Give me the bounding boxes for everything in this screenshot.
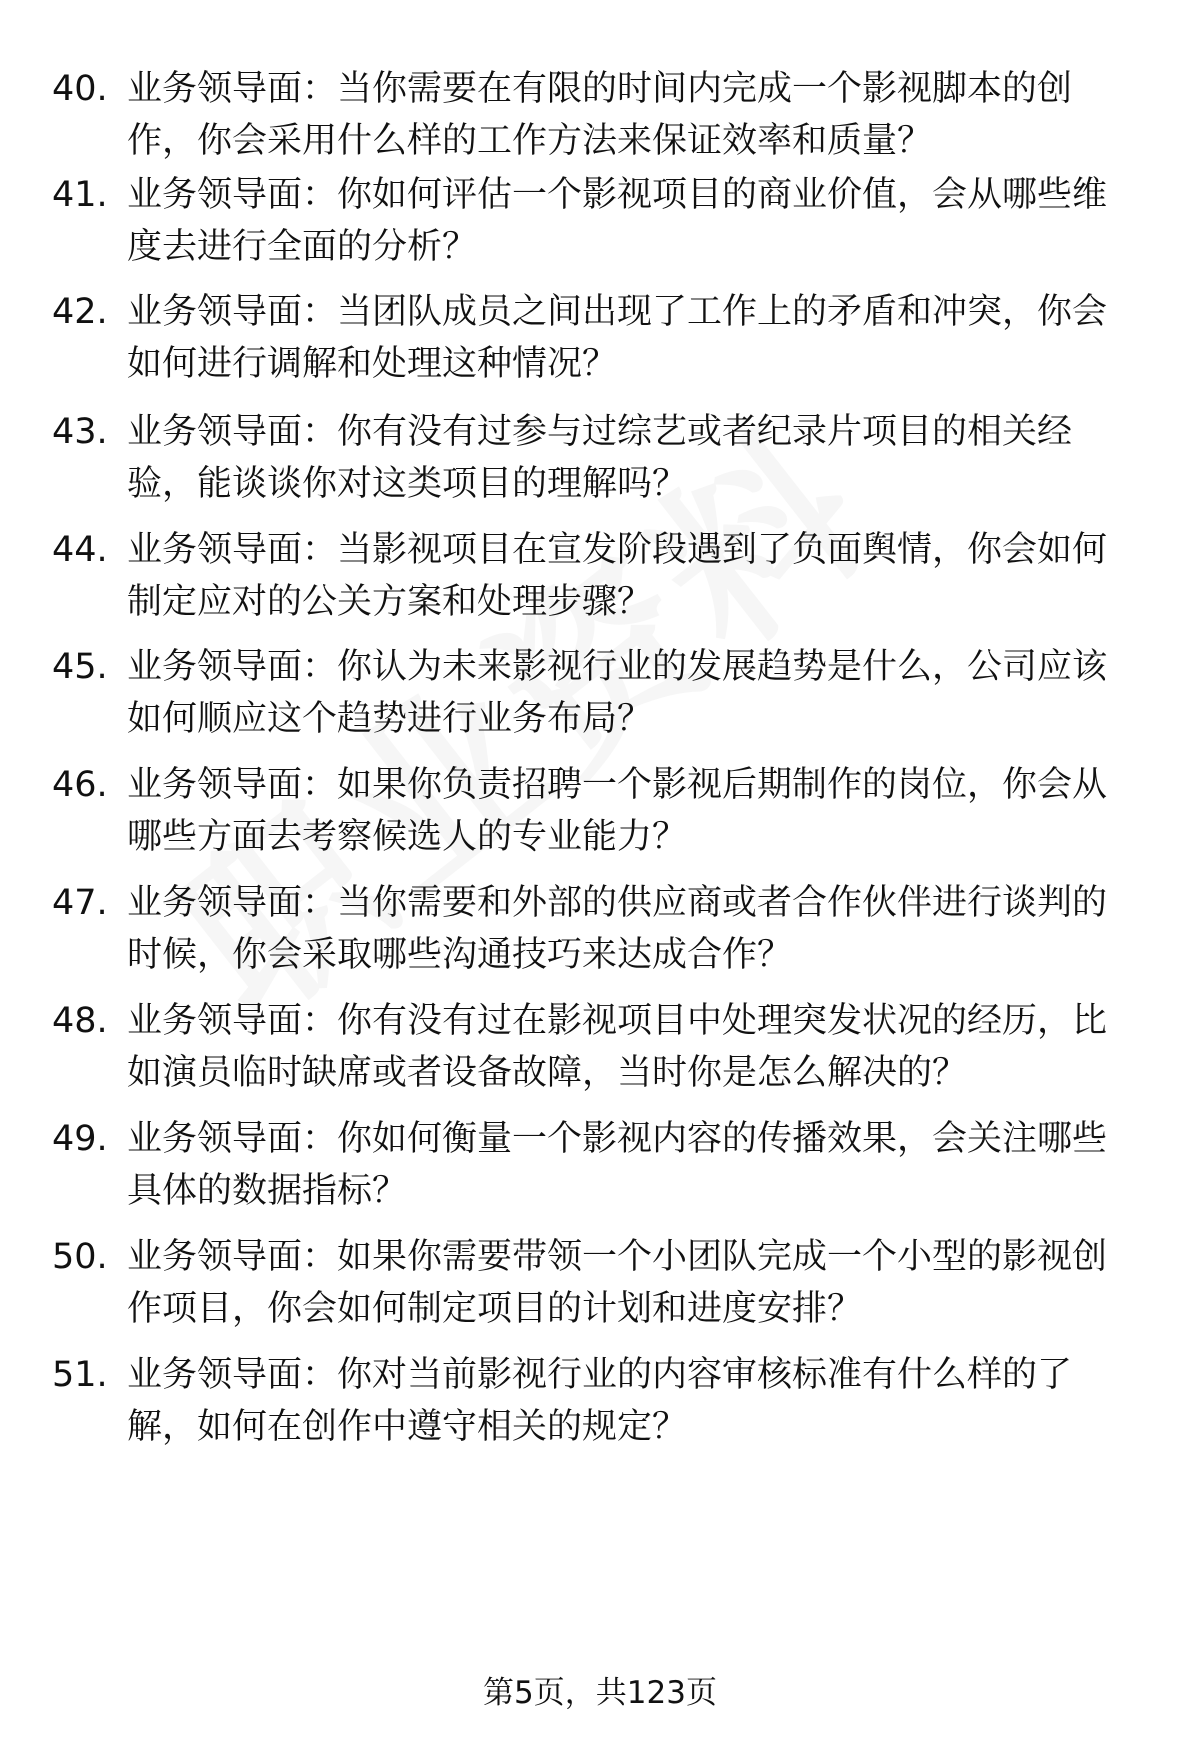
question-text-line-2: 作，你会采用什么样的工作方法来保证效率和质量？ bbox=[127, 121, 933, 161]
question-item-42 bbox=[0, 285, 1200, 405]
question-item-50 bbox=[0, 1230, 1200, 1350]
question-item-48 bbox=[0, 994, 1200, 1114]
question-text-line-2: 制定应对的公关方案和处理步骤？ bbox=[127, 582, 653, 622]
question-text-line-2: 哪些方面去考察候选人的专业能力？ bbox=[127, 817, 688, 857]
question-text-line-2: 解，如何在创作中遵守相关的规定？ bbox=[127, 1407, 688, 1447]
question-item-51 bbox=[0, 1348, 1200, 1468]
question-number: 47. bbox=[52, 883, 108, 923]
question-text-line-1: 业务领导面：你如何评估一个影视项目的商业价值，会从哪些维 bbox=[127, 175, 1108, 215]
question-number: 49. bbox=[52, 1119, 108, 1159]
question-text-line-1: 业务领导面：当影视项目在宣发阶段遇到了负面舆情，你会如何 bbox=[127, 530, 1108, 570]
question-text-line-1: 业务领导面：你有没有过在影视项目中处理突发状况的经历，比 bbox=[127, 1001, 1108, 1041]
question-number: 44. bbox=[52, 530, 108, 570]
question-item-43 bbox=[0, 405, 1200, 525]
question-text-line-2: 作项目，你会如何制定项目的计划和进度安排？ bbox=[127, 1289, 863, 1329]
question-number: 43. bbox=[52, 412, 108, 452]
question-number: 46. bbox=[52, 765, 108, 805]
question-text-line-2: 如何顺应这个趋势进行业务布局？ bbox=[127, 699, 653, 739]
question-number: 41. bbox=[52, 175, 108, 215]
question-text-line-1: 业务领导面：如果你负责招聘一个影视后期制作的岗位，你会从 bbox=[127, 765, 1108, 805]
question-text-line-2: 时候，你会采取哪些沟通技巧来达成合作？ bbox=[127, 935, 793, 975]
question-text-line-2: 验，能谈谈你对这类项目的理解吗？ bbox=[127, 464, 688, 504]
question-text-line-1: 业务领导面：你有没有过参与过综艺或者纪录片项目的相关经 bbox=[127, 412, 1073, 452]
question-text-line-2: 如何进行调解和处理这种情况？ bbox=[127, 344, 618, 384]
question-item-44 bbox=[0, 523, 1200, 643]
question-text-line-1: 业务领导面：当团队成员之间出现了工作上的矛盾和冲突，你会 bbox=[127, 292, 1108, 332]
question-number: 45. bbox=[52, 647, 108, 687]
question-text-line-1: 业务领导面：当你需要和外部的供应商或者合作伙伴进行谈判的 bbox=[127, 883, 1108, 923]
question-text-line-2: 度去进行全面的分析？ bbox=[127, 227, 478, 267]
page-number-footer: 第5页，共123页 bbox=[483, 1675, 717, 1711]
question-text-line-1: 业务领导面：你认为未来影视行业的发展趋势是什么，公司应该 bbox=[127, 647, 1108, 687]
question-number: 48. bbox=[52, 1001, 108, 1041]
question-text-line-1: 业务领导面：你对当前影视行业的内容审核标准有什么样的了 bbox=[127, 1355, 1073, 1395]
question-number: 40. bbox=[52, 69, 108, 109]
question-item-41 bbox=[0, 168, 1200, 288]
question-text-line-1: 业务领导面：你如何衡量一个影视内容的传播效果，会关注哪些 bbox=[127, 1119, 1108, 1159]
question-item-45 bbox=[0, 640, 1200, 760]
question-item-47 bbox=[0, 876, 1200, 996]
question-text-line-2: 如演员临时缺席或者设备故障，当时你是怎么解决的？ bbox=[127, 1053, 968, 1093]
question-text-line-1: 业务领导面：当你需要在有限的时间内完成一个影视脚本的创 bbox=[127, 69, 1073, 109]
question-item-49 bbox=[0, 1112, 1200, 1232]
question-text-line-2: 具体的数据指标？ bbox=[127, 1171, 408, 1211]
question-text-line-1: 业务领导面：如果你需要带领一个小团队完成一个小型的影视创 bbox=[127, 1237, 1108, 1277]
question-number: 50. bbox=[52, 1237, 108, 1277]
question-item-40 bbox=[0, 62, 1200, 182]
question-item-46 bbox=[0, 758, 1200, 878]
question-number: 42. bbox=[52, 292, 108, 332]
question-number: 51. bbox=[52, 1355, 108, 1395]
